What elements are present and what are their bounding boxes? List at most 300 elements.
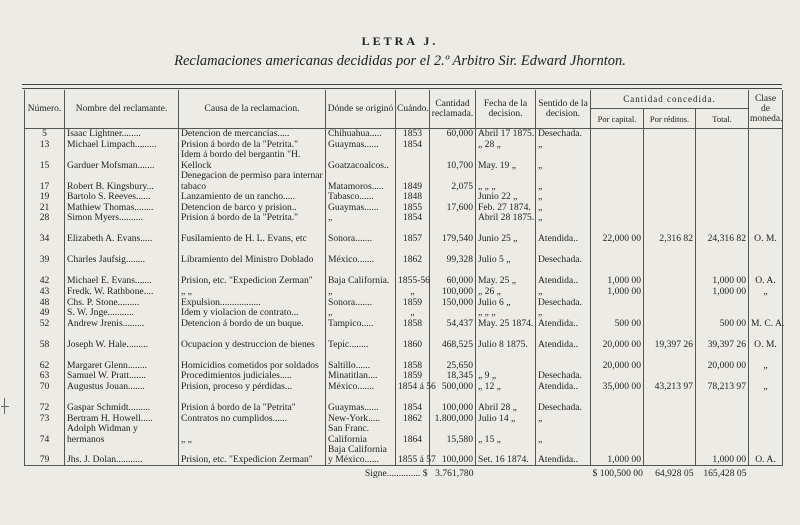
row-nombre: S. W. Jnge........... bbox=[65, 308, 179, 319]
row-donde: Tabasco...... bbox=[326, 192, 396, 203]
header-row bbox=[25, 90, 783, 109]
row-cantidad: 15,580 bbox=[430, 424, 476, 445]
row-causa: Lanzamiento de un rancho..... bbox=[179, 192, 326, 203]
table-row bbox=[25, 245, 783, 266]
row-sentido: „ bbox=[536, 150, 591, 171]
table-row bbox=[25, 350, 783, 371]
row-causa: Prision, etc. "Expedicion Zerman" bbox=[179, 445, 326, 466]
row-clase: M. C. A. bbox=[749, 318, 783, 329]
row-cuando: 1848 bbox=[396, 192, 430, 203]
row-clase bbox=[749, 424, 783, 445]
row-capital bbox=[591, 213, 644, 224]
row-fecha: May. 19 „ bbox=[476, 150, 536, 171]
row-nombre: Fredk. W. Rathbone.... bbox=[65, 287, 179, 298]
table-row bbox=[25, 297, 783, 308]
row-fecha: Abril 28 1875. bbox=[476, 213, 536, 224]
row-cantidad: 468,525 bbox=[430, 329, 476, 350]
row-nombre: Isaac Lightner........ bbox=[65, 129, 179, 140]
row-total bbox=[696, 129, 749, 140]
row-sentido: „ bbox=[536, 424, 591, 445]
row-capital: 20,000 00 bbox=[591, 350, 644, 371]
row-fecha: Julio 6 „ bbox=[476, 297, 536, 308]
row-clase bbox=[749, 213, 783, 224]
row-total bbox=[696, 424, 749, 445]
row-sentido: Desechada. bbox=[536, 245, 591, 266]
row-fecha: Julio 5 „ bbox=[476, 245, 536, 266]
row-donde: Baja California y México...... bbox=[326, 445, 396, 466]
row-fecha: May. 25 1874. bbox=[476, 318, 536, 329]
row-capital: 1,000 00 bbox=[591, 445, 644, 466]
row-fecha: Abril 17 1875. bbox=[476, 129, 536, 140]
row-total bbox=[696, 202, 749, 213]
row-capital bbox=[591, 245, 644, 266]
row-total: 500 00 bbox=[696, 318, 749, 329]
row-reditos bbox=[644, 139, 696, 150]
row-numero: 48 bbox=[25, 297, 65, 308]
row-cuando: 1859 bbox=[396, 297, 430, 308]
row-cuando: 1859 bbox=[396, 371, 430, 382]
row-sentido: Desechada. bbox=[536, 392, 591, 413]
row-reditos bbox=[644, 245, 696, 266]
row-causa: Expulsion................. bbox=[179, 297, 326, 308]
table-row bbox=[25, 308, 783, 319]
row-reditos: 43,213 97 bbox=[644, 382, 696, 393]
row-numero: 43 bbox=[25, 287, 65, 298]
row-clase bbox=[749, 308, 783, 319]
row-donde: Guaymas...... bbox=[326, 202, 396, 213]
row-cuando: „ bbox=[396, 308, 430, 319]
row-reditos bbox=[644, 202, 696, 213]
header-cuando: Cuándo. bbox=[396, 90, 430, 129]
header-nombre: Nombre del reclamante. bbox=[65, 90, 179, 129]
row-nombre: Garduer Mofsman....... bbox=[65, 150, 179, 171]
row-fecha: Set. 16 1874. bbox=[476, 445, 536, 466]
row-numero: 73 bbox=[25, 413, 65, 424]
header-numero: Número. bbox=[25, 90, 65, 129]
row-causa: Prision á bordo de la "Petrita." bbox=[179, 213, 326, 224]
header-sentido: Sentido de la decision. bbox=[536, 90, 591, 129]
row-reditos bbox=[644, 129, 696, 140]
row-donde: San Franc. California bbox=[326, 424, 396, 445]
row-fecha: „ 26 „ bbox=[476, 287, 536, 298]
row-fecha: „ 12 „ bbox=[476, 382, 536, 393]
row-sentido: „ bbox=[536, 171, 591, 192]
row-capital: 1,000 00 bbox=[591, 266, 644, 287]
row-numero: 34 bbox=[25, 224, 65, 245]
row-total bbox=[696, 297, 749, 308]
row-reditos: 2,316 82 bbox=[644, 224, 696, 245]
row-donde: Matamoros..... bbox=[326, 171, 396, 192]
row-nombre: Robert B. Kingsbury... bbox=[65, 171, 179, 192]
row-causa: Prision á bordo de la "Petrita" bbox=[179, 392, 326, 413]
table-row bbox=[25, 445, 783, 466]
row-total bbox=[696, 213, 749, 224]
row-capital bbox=[591, 424, 644, 445]
row-cantidad: 1.800,000 bbox=[430, 413, 476, 424]
header-capital: Por capital. bbox=[591, 109, 644, 129]
row-donde: México....... bbox=[326, 245, 396, 266]
table-row bbox=[25, 224, 783, 245]
row-cuando bbox=[396, 150, 430, 171]
row-cuando: „ bbox=[396, 287, 430, 298]
margin-mark bbox=[4, 398, 15, 414]
table-row bbox=[25, 424, 783, 445]
table-row bbox=[25, 139, 783, 150]
row-capital: 1,000 00 bbox=[591, 287, 644, 298]
row-sentido: „ bbox=[536, 202, 591, 213]
row-nombre: Mathiew Thomas........ bbox=[65, 202, 179, 213]
row-causa: Fusilamiento de H. L. Evans, etc bbox=[179, 224, 326, 245]
table-row bbox=[25, 392, 783, 413]
page-subtitle: Reclamaciones americanas decididas por el 2.º Arbitro Sir. Edward Jhornton. bbox=[174, 53, 626, 69]
row-cantidad bbox=[430, 213, 476, 224]
row-capital: 22,000 00 bbox=[591, 224, 644, 245]
row-reditos bbox=[644, 445, 696, 466]
row-fecha: Feb. 27 1874. bbox=[476, 202, 536, 213]
table-row bbox=[25, 266, 783, 287]
row-cantidad: 18,345 bbox=[430, 371, 476, 382]
row-cantidad: 100,000 bbox=[430, 445, 476, 466]
row-cantidad: 17,600 bbox=[430, 202, 476, 213]
row-clase bbox=[749, 297, 783, 308]
row-total bbox=[696, 150, 749, 171]
row-clase: O. M. bbox=[749, 224, 783, 245]
row-numero: 58 bbox=[25, 329, 65, 350]
row-fecha: May. 25 „ bbox=[476, 266, 536, 287]
totals-clase bbox=[749, 466, 783, 480]
row-fecha: Junio 22 „ bbox=[476, 192, 536, 203]
row-sentido bbox=[536, 350, 591, 371]
row-nombre: Chs. P. Stone......... bbox=[65, 297, 179, 308]
row-capital bbox=[591, 297, 644, 308]
totals-reditos: 64,928 05 bbox=[655, 468, 694, 480]
row-capital bbox=[591, 129, 644, 140]
row-total bbox=[696, 192, 749, 203]
table-body bbox=[25, 129, 783, 480]
row-cuando: 1855 bbox=[396, 202, 430, 213]
row-sentido: Atendida.. bbox=[536, 329, 591, 350]
row-sentido: „ bbox=[536, 139, 591, 150]
row-reditos bbox=[644, 350, 696, 371]
row-fecha bbox=[476, 350, 536, 371]
table-row bbox=[25, 329, 783, 350]
row-cuando: 1855 á 57 bbox=[396, 445, 430, 466]
row-capital: 35,000 00 bbox=[591, 382, 644, 393]
row-donde: México....... bbox=[326, 382, 396, 393]
row-sentido: „ bbox=[536, 192, 591, 203]
row-numero: 5 bbox=[25, 129, 65, 140]
row-clase bbox=[749, 171, 783, 192]
row-reditos bbox=[644, 392, 696, 413]
row-clase bbox=[749, 192, 783, 203]
header-cantidad: Cantidad reclamada. bbox=[430, 90, 476, 129]
table-row bbox=[25, 171, 783, 192]
row-donde: „ bbox=[326, 213, 396, 224]
row-cuando: 1858 bbox=[396, 318, 430, 329]
row-donde: Baja California. bbox=[326, 266, 396, 287]
row-nombre: Jhs. J. Dolan........... bbox=[65, 445, 179, 466]
row-cuando: 1862 bbox=[396, 245, 430, 266]
row-cantidad bbox=[430, 139, 476, 150]
row-causa: Detencion de barco y prision.. bbox=[179, 202, 326, 213]
row-donde: Sonora....... bbox=[326, 297, 396, 308]
row-total: 24,316 82 bbox=[696, 224, 749, 245]
row-sentido: „ bbox=[536, 213, 591, 224]
row-numero: 52 bbox=[25, 318, 65, 329]
row-total: 1,000 00 bbox=[696, 445, 749, 466]
row-nombre: Michael Limpach......... bbox=[65, 139, 179, 150]
row-total: 20,000 00 bbox=[696, 350, 749, 371]
table-row bbox=[25, 382, 783, 393]
row-reditos bbox=[644, 192, 696, 203]
row-donde: Tepic........ bbox=[326, 329, 396, 350]
row-cuando: 1860 bbox=[396, 329, 430, 350]
row-cantidad bbox=[430, 192, 476, 203]
row-sentido: „ bbox=[536, 413, 591, 424]
row-cuando: 1854 bbox=[396, 139, 430, 150]
totals-capital: $ 100,500 00 bbox=[592, 468, 643, 480]
row-fecha: Julio 8 1875. bbox=[476, 329, 536, 350]
row-total bbox=[696, 245, 749, 266]
row-clase bbox=[749, 413, 783, 424]
row-causa: „ „ bbox=[179, 424, 326, 445]
claims-table bbox=[24, 90, 783, 480]
row-donde: „ bbox=[326, 308, 396, 319]
table-row bbox=[25, 192, 783, 203]
row-nombre: Adolph Widman y hermanos bbox=[65, 424, 179, 445]
row-total bbox=[696, 171, 749, 192]
row-numero: 62 bbox=[25, 350, 65, 371]
row-donde: „ bbox=[326, 287, 396, 298]
table-row bbox=[25, 287, 783, 298]
row-cantidad: 99,328 bbox=[430, 245, 476, 266]
row-fecha: „ „ „ bbox=[476, 308, 536, 319]
row-total: 1,000 00 bbox=[696, 287, 749, 298]
row-donde: Tampico..... bbox=[326, 318, 396, 329]
row-nombre: Joseph W. Hale......... bbox=[65, 329, 179, 350]
row-causa: Procedimientos judiciales..... bbox=[179, 371, 326, 382]
row-nombre: Augustus Jouan....... bbox=[65, 382, 179, 393]
row-sentido: Desechada. bbox=[536, 371, 591, 382]
totals-label: Signe.............. $ bbox=[364, 468, 428, 480]
row-capital: 500 00 bbox=[591, 318, 644, 329]
row-sentido: Desechada. bbox=[536, 129, 591, 140]
row-reditos: 19,397 26 bbox=[644, 329, 696, 350]
row-numero: 42 bbox=[25, 266, 65, 287]
row-nombre: Andrew Jrenis......... bbox=[65, 318, 179, 329]
totals-total: 165,428 05 bbox=[703, 468, 747, 480]
row-cantidad: 60,000 bbox=[430, 129, 476, 140]
row-causa: Denegacion de permiso para internar tabaco bbox=[179, 171, 326, 192]
row-causa: Detencion á bordo de un buque. bbox=[179, 318, 326, 329]
row-clase bbox=[749, 129, 783, 140]
row-cantidad: 100,000 bbox=[430, 287, 476, 298]
row-causa: Idem y violacion de contrato... bbox=[179, 308, 326, 319]
row-cantidad: 54,437 bbox=[430, 318, 476, 329]
row-capital bbox=[591, 202, 644, 213]
row-reditos bbox=[644, 413, 696, 424]
row-fecha: „ 15 „ bbox=[476, 424, 536, 445]
row-reditos bbox=[644, 213, 696, 224]
header-concedida: Cantidad concedida. bbox=[591, 90, 749, 109]
row-nombre: Samuel W. Pratt....... bbox=[65, 371, 179, 382]
row-numero: 70 bbox=[25, 382, 65, 393]
header-causa: Causa de la reclamacion. bbox=[179, 90, 326, 129]
row-fecha: „ 9 „ bbox=[476, 371, 536, 382]
row-cuando: 1855-56 bbox=[396, 266, 430, 287]
row-sentido: Atendida.. bbox=[536, 445, 591, 466]
row-numero: 49 bbox=[25, 308, 65, 319]
row-fecha: „ „ „ bbox=[476, 171, 536, 192]
row-donde: Sonora....... bbox=[326, 224, 396, 245]
row-clase: O. A. bbox=[749, 445, 783, 466]
totals-cantidad: 3.761,780 bbox=[435, 468, 474, 480]
header-donde: Dónde se originó bbox=[326, 90, 396, 129]
row-causa: Detencion de mercancías..... bbox=[179, 129, 326, 140]
row-capital: 20,000 00 bbox=[591, 329, 644, 350]
row-causa: Prision, etc. "Expedicion Zerman" bbox=[179, 266, 326, 287]
row-total bbox=[696, 392, 749, 413]
row-numero: 19 bbox=[25, 192, 65, 203]
row-cuando: 1853 bbox=[396, 129, 430, 140]
row-donde: Minatitlan.... bbox=[326, 371, 396, 382]
row-donde: Saltillo...... bbox=[326, 350, 396, 371]
row-cuando: 1857 bbox=[396, 224, 430, 245]
row-total bbox=[696, 308, 749, 319]
row-capital bbox=[591, 413, 644, 424]
row-cantidad: 60,000 bbox=[430, 266, 476, 287]
row-nombre: Gaspar Schmidt......... bbox=[65, 392, 179, 413]
table-row bbox=[25, 150, 783, 171]
row-donde: New-York..... bbox=[326, 413, 396, 424]
row-causa: Contratos no cumplidos...... bbox=[179, 413, 326, 424]
page-title: LETRA J. bbox=[361, 34, 439, 48]
row-cantidad: 2,075 bbox=[430, 171, 476, 192]
row-nombre: Simon Myers.......... bbox=[65, 213, 179, 224]
row-capital bbox=[591, 139, 644, 150]
row-clase: „ bbox=[749, 350, 783, 371]
row-numero: 79 bbox=[25, 445, 65, 466]
row-fecha: Junio 25 „ bbox=[476, 224, 536, 245]
row-causa: Idem á bordo del bergantin "H. Kellock bbox=[179, 150, 326, 171]
row-clase bbox=[749, 202, 783, 213]
row-cuando: 1858 bbox=[396, 350, 430, 371]
row-clase: „ bbox=[749, 287, 783, 298]
row-cantidad: 179,540 bbox=[430, 224, 476, 245]
row-cantidad bbox=[430, 308, 476, 319]
row-clase: „ bbox=[749, 382, 783, 393]
row-cantidad: 150,000 bbox=[430, 297, 476, 308]
row-cuando: 1854 á 56 bbox=[396, 382, 430, 393]
row-capital bbox=[591, 308, 644, 319]
row-fecha: Abril 28 „ bbox=[476, 392, 536, 413]
row-numero: 72 bbox=[25, 392, 65, 413]
row-numero: 17 bbox=[25, 171, 65, 192]
row-causa: Prision, proceso y pérdidas... bbox=[179, 382, 326, 393]
row-total bbox=[696, 139, 749, 150]
row-sentido: Atendida.. bbox=[536, 266, 591, 287]
totals-spacer bbox=[476, 466, 591, 480]
table-row bbox=[25, 213, 783, 224]
totals-pad bbox=[25, 466, 65, 480]
row-reditos bbox=[644, 308, 696, 319]
row-causa: Ocupacion y destruccion de bienes bbox=[179, 329, 326, 350]
row-total: 39,397 26 bbox=[696, 329, 749, 350]
row-cantidad: 10,700 bbox=[430, 150, 476, 171]
row-numero: 13 bbox=[25, 139, 65, 150]
row-numero: 74 bbox=[25, 424, 65, 445]
row-reditos bbox=[644, 171, 696, 192]
row-reditos bbox=[644, 287, 696, 298]
row-clase bbox=[749, 139, 783, 150]
row-nombre: Charles Jaufsig........ bbox=[65, 245, 179, 266]
row-causa: „ „ bbox=[179, 287, 326, 298]
row-causa: Homicidios cometidos por soldados bbox=[179, 350, 326, 371]
row-sentido: „ bbox=[536, 308, 591, 319]
row-nombre: Elizabeth A. Evans..... bbox=[65, 224, 179, 245]
row-nombre: Bartolo S. Reeves...... bbox=[65, 192, 179, 203]
row-clase bbox=[749, 392, 783, 413]
table-row bbox=[25, 318, 783, 329]
row-capital bbox=[591, 192, 644, 203]
row-cantidad: 25,650 bbox=[430, 350, 476, 371]
row-clase bbox=[749, 245, 783, 266]
row-donde: Goatzacoalcos.. bbox=[326, 150, 396, 171]
row-clase bbox=[749, 150, 783, 171]
row-nombre: Bertram H. Howell..... bbox=[65, 413, 179, 424]
row-total: 1,000 00 bbox=[696, 266, 749, 287]
row-total bbox=[696, 413, 749, 424]
row-cantidad: 100,000 bbox=[430, 392, 476, 413]
row-cuando: 1854 bbox=[396, 392, 430, 413]
row-nombre: Margaret Glenn........ bbox=[65, 350, 179, 371]
row-fecha: Julio 14 „ bbox=[476, 413, 536, 424]
row-numero: 63 bbox=[25, 371, 65, 382]
table-row bbox=[25, 413, 783, 424]
row-nombre: Michael E. Evans....... bbox=[65, 266, 179, 287]
row-cantidad: 500,000 bbox=[430, 382, 476, 393]
row-fecha: „ 28 „ bbox=[476, 139, 536, 150]
table-row bbox=[25, 129, 783, 140]
row-numero: 39 bbox=[25, 245, 65, 266]
row-numero: 28 bbox=[25, 213, 65, 224]
row-sentido: „ bbox=[536, 287, 591, 298]
row-capital bbox=[591, 171, 644, 192]
row-numero: 15 bbox=[25, 150, 65, 171]
row-donde: Guaymas...... bbox=[326, 392, 396, 413]
row-cuando: 1864 bbox=[396, 424, 430, 445]
header-fecha: Fecha de la decision. bbox=[476, 90, 536, 129]
row-causa: Prision á bordo de la "Petrita." bbox=[179, 139, 326, 150]
row-reditos bbox=[644, 318, 696, 329]
top-rule-inner bbox=[22, 88, 782, 89]
totals-row bbox=[25, 466, 783, 480]
row-reditos bbox=[644, 424, 696, 445]
row-sentido: Atendida.. bbox=[536, 318, 591, 329]
row-reditos bbox=[644, 150, 696, 171]
row-capital bbox=[591, 150, 644, 171]
row-total: 78,213 97 bbox=[696, 382, 749, 393]
row-donde: Guaymas...... bbox=[326, 139, 396, 150]
top-rule bbox=[22, 84, 782, 85]
row-capital bbox=[591, 392, 644, 413]
row-cuando: 1862 bbox=[396, 413, 430, 424]
row-causa: Libramiento del Ministro Doblado bbox=[179, 245, 326, 266]
row-reditos bbox=[644, 297, 696, 308]
row-clase: O. A. bbox=[749, 266, 783, 287]
row-sentido: Atendida.. bbox=[536, 224, 591, 245]
row-reditos bbox=[644, 266, 696, 287]
